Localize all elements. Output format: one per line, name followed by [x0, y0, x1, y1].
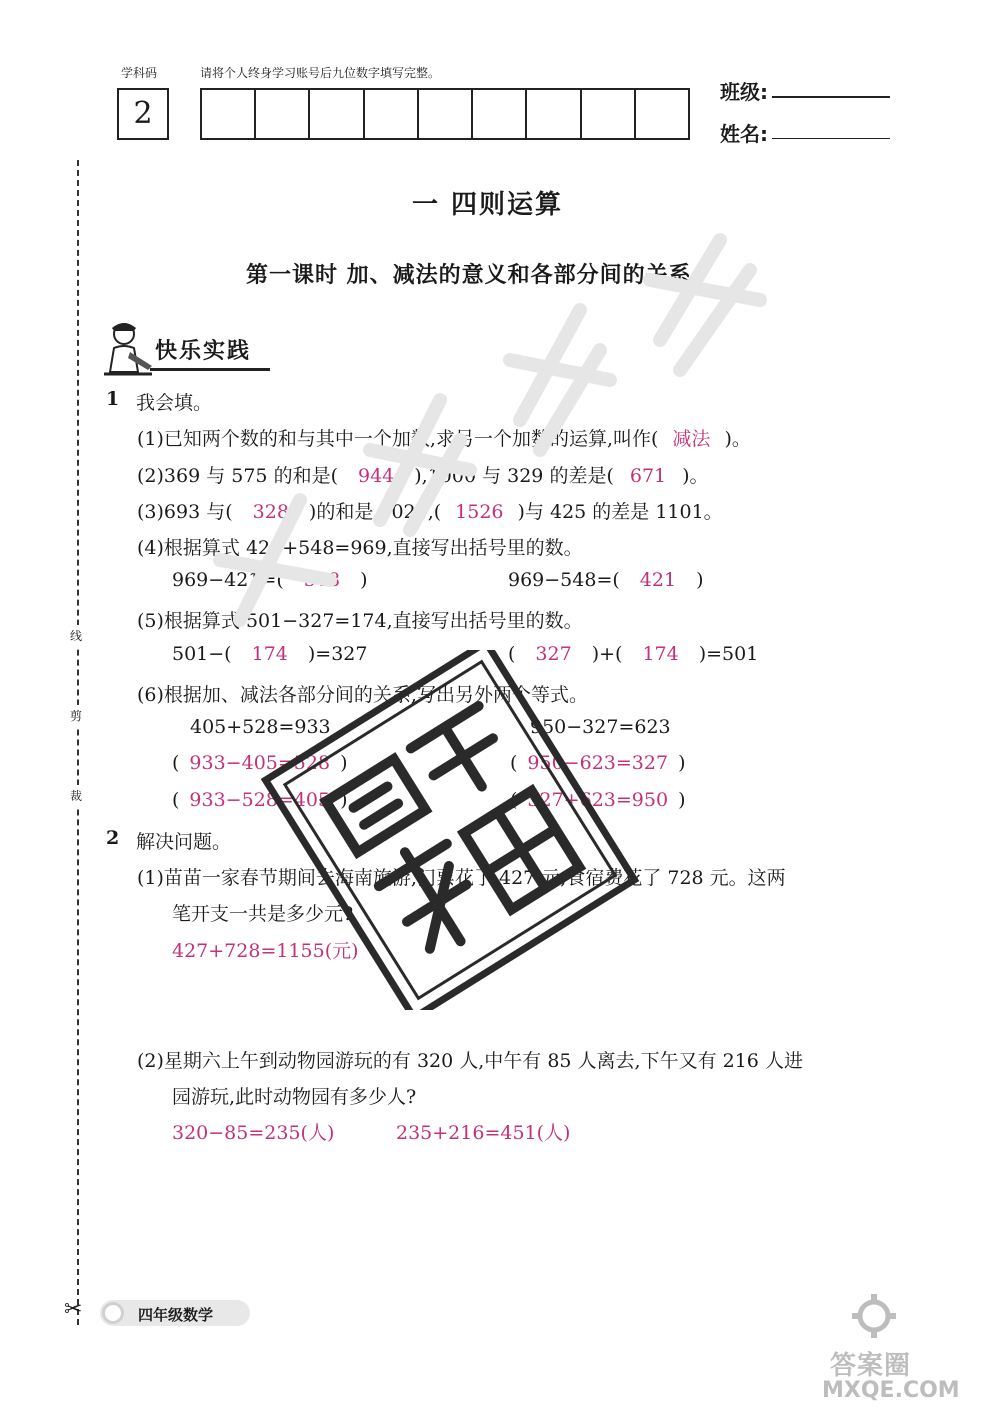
id-digit-box[interactable]: [202, 90, 256, 138]
q1-part6-left-given: 405+528=933: [190, 716, 331, 738]
q1-part1: (1)已知两个数的和与其中一个加数,求另一个加数的运算,叫作( 减法 )。: [137, 428, 751, 450]
answer-text: 327: [535, 643, 572, 665]
footer-dot-icon: [102, 1302, 124, 1324]
cut-mark-cai: 裁: [70, 785, 82, 806]
q1-number: 1: [106, 388, 120, 410]
q1-part2: (2)369 与 575 的和是( 944 ),1000 与 329 的差是( 671 )。: [137, 465, 709, 487]
answer-text: 933−405=528: [189, 752, 331, 774]
answer-text: 174: [251, 643, 288, 665]
name-label: 姓名:: [720, 122, 768, 146]
q2-part2-line1: (2)星期六上午到动物园游玩的有 320 人,中午有 85 人离去,下午又有 216 人进: [137, 1050, 803, 1072]
id-instruction: 请将个人终身学习账号后九位数字填写完整。: [200, 66, 441, 80]
subject-code-label: 学科码: [121, 66, 158, 80]
footer-grade-label: 四年级数学: [138, 1306, 214, 1324]
id-digit-box[interactable]: [365, 90, 419, 138]
subject-code-box: 2: [117, 88, 169, 140]
cut-mark-jian: 剪: [70, 705, 82, 726]
section-underline: [150, 368, 270, 371]
cut-line: [77, 160, 79, 1325]
scissors-icon: ✂: [64, 1297, 83, 1322]
answer-text: 328: [252, 501, 289, 523]
id-digit-box[interactable]: [310, 90, 364, 138]
answer-text: 1526: [455, 501, 504, 523]
q2-part1-answer: 427+728=1155(元): [172, 940, 359, 962]
answer-text: 671: [629, 465, 667, 487]
account-id-boxes[interactable]: [200, 88, 690, 140]
q1-title: 我会填。: [136, 392, 213, 414]
id-digit-box[interactable]: [636, 90, 690, 138]
answer-text: 327+623=950: [527, 789, 669, 811]
answer-text: 174: [642, 643, 679, 665]
q2-number: 2: [106, 827, 120, 849]
q1-part6-left-ans1: ( 933−405=528 ): [172, 752, 348, 774]
section-title: 快乐实践: [155, 339, 252, 364]
id-digit-box[interactable]: [473, 90, 527, 138]
q1-part4-prompt: (4)根据算式 421+548=969,直接写出括号里的数。: [137, 537, 583, 559]
q1-part4-left: 969−421=( 548 ): [172, 569, 368, 591]
name-field-line[interactable]: [772, 138, 890, 139]
site-logo-text: 答案圈: [830, 1351, 912, 1381]
q1-part6-prompt: (6)根据加、减法各部分间的关系,写出另外两个等式。: [137, 684, 588, 706]
q2-title: 解决问题。: [136, 831, 232, 853]
q1-part6-right-ans2: ( 327+623=950 ): [510, 789, 686, 811]
q2-part2-answer1: 320−85=235(人): [172, 1122, 335, 1144]
answer-text: 933−528=405: [189, 789, 331, 811]
unit-title: 一 四则运算: [412, 190, 564, 220]
q2-part1-line1: (1)苗苗一家春节期间去海南旅游,门票花了 427 元,食宿费花了 728 元。这两: [137, 867, 786, 889]
q1-part6-left-ans2: ( 933−528=405 ): [172, 789, 348, 811]
q1-part6-right-given: 950−327=623: [530, 716, 671, 738]
stamp-graphic: [260, 650, 640, 1010]
answer-text: 944: [357, 465, 395, 487]
q1-part5-right: ( 327 )+( 174 )=501: [508, 643, 759, 665]
answer-text: 548: [303, 569, 341, 591]
class-field-line[interactable]: [772, 96, 890, 98]
q2-part1-line2: 笔开支一共是多少元?: [172, 903, 354, 925]
q1-part6-right-ans1: ( 950−623=327 ): [510, 752, 686, 774]
q1-part3: (3)693 与( 328 )的和是 1021,( 1526 )与 425 的差是 1101。: [137, 501, 723, 523]
lesson-title: 第一课时 加、减法的意义和各部分间的关系: [246, 263, 692, 288]
q1-part5-left: 501−( 174 )=327: [172, 643, 368, 665]
id-digit-box[interactable]: [527, 90, 581, 138]
id-digit-box[interactable]: [256, 90, 310, 138]
site-url: MXQE.COM: [822, 1378, 960, 1403]
q1-part5-prompt: (5)根据算式 501−327=174,直接写出括号里的数。: [137, 610, 583, 632]
id-digit-box[interactable]: [582, 90, 636, 138]
q1-part4-right: 969−548=( 421 ): [508, 569, 704, 591]
class-label: 班级:: [720, 80, 768, 104]
answer-text: 950−623=327: [527, 752, 669, 774]
q2-part2-answer2: 235+216=451(人): [396, 1122, 571, 1144]
id-digit-box[interactable]: [419, 90, 473, 138]
answer-text: 421: [639, 569, 677, 591]
cut-mark-xian: 线: [70, 625, 82, 646]
q2-part2-line2: 园游玩,此时动物园有多少人?: [172, 1086, 417, 1108]
gear-icon: [850, 1292, 898, 1340]
answer-text: 减法: [672, 428, 711, 450]
